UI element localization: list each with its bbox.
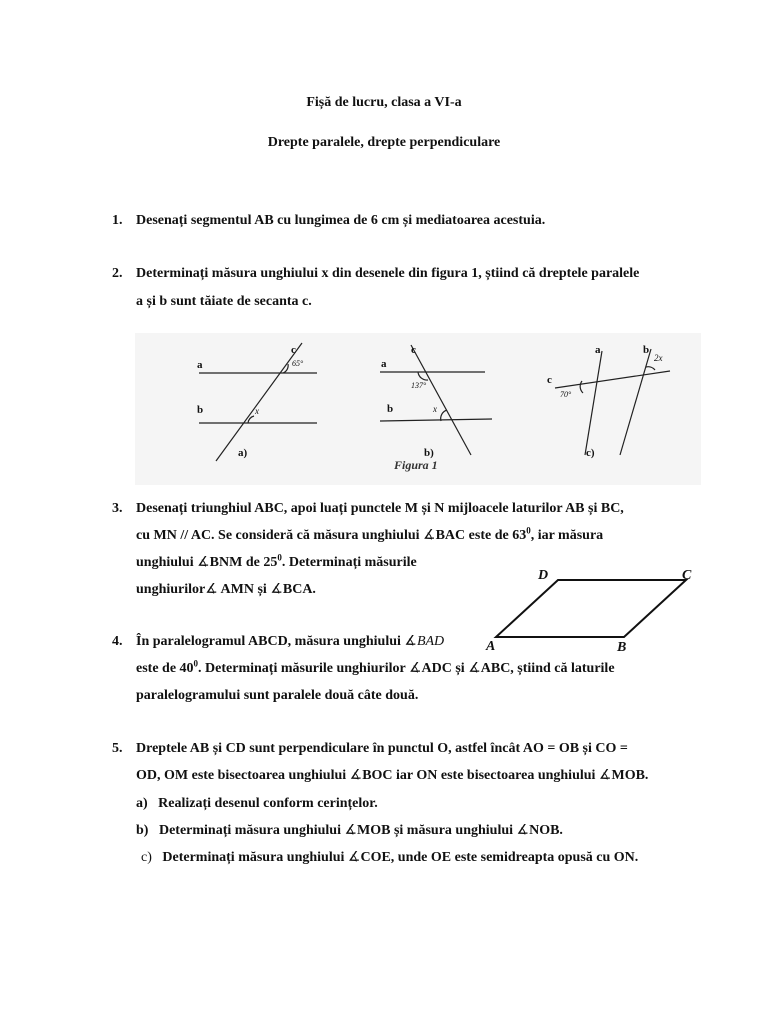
- text-run: BOC iar ON este bisectoarea unghiului: [362, 768, 599, 783]
- degree-sup: 0: [277, 552, 282, 563]
- question-number: 2.: [112, 266, 123, 281]
- label-c-fig-a: c: [291, 344, 296, 356]
- question-text-line-1: [136, 633, 444, 651]
- text-run: . Determinați măsurile: [281, 555, 417, 570]
- label-b-fig-c: b: [643, 344, 650, 356]
- text-run: AMN și: [217, 582, 271, 597]
- subquestion-text: Realizați desenul conform cerințelor.: [158, 796, 378, 811]
- question-text-line-1: Determinați măsura unghiului x din desenele din figura 1, știind că dreptele paralele: [136, 266, 640, 281]
- angle-symbol: ∡: [408, 661, 422, 676]
- question-text: Desenați segmentul AB cu lungimea de 6 cm și mediatoarea acestuia.: [136, 213, 546, 228]
- sublabel-fig-a: a): [238, 447, 248, 459]
- text-run: cu MN // AC. Se consideră că măsura unghiului: [136, 528, 424, 543]
- subquestion-b: [136, 822, 563, 840]
- text-run: Determinați măsura unghiului: [158, 823, 345, 838]
- page-subtitle: Drepte paralele, drepte perpendiculare: [267, 135, 501, 150]
- subquestion-a: [136, 795, 378, 813]
- vertex-label-a: A: [486, 639, 496, 654]
- figure-1: [135, 333, 701, 485]
- text-run: , iar măsura: [530, 528, 604, 543]
- parallelogram-figure: [484, 562, 704, 654]
- text-run: COE, unde OE este semidreapta opusă cu ON.: [360, 850, 639, 865]
- text-run: ABC, știind că laturile: [480, 661, 615, 676]
- page-title: Fișă de lucru, clasa a VI-a: [306, 95, 462, 110]
- vertex-label-c: C: [682, 568, 692, 583]
- label-c-fig-b: c: [411, 344, 416, 356]
- angle-arc-2x-fig-c: [646, 367, 655, 370]
- angle-symbol: ∡: [404, 634, 417, 649]
- label-a-fig-a: a: [197, 359, 203, 371]
- question-text-line-2: a și b sunt tăiate de secanta c.: [136, 294, 312, 309]
- question-number: 3.: [112, 501, 123, 516]
- question-text-line-3: paralelogramului sunt paralele două câte două.: [136, 688, 419, 703]
- sublabel-fig-c: c): [586, 447, 595, 459]
- text-run: BNM de 25: [209, 555, 278, 570]
- angle-symbol: ∡: [270, 582, 283, 597]
- line-b-fig-b: [380, 419, 492, 421]
- angle-symbol: ∡: [344, 823, 358, 838]
- unknown-x-fig-a: x: [255, 406, 259, 416]
- question-text-line-2: [136, 527, 603, 545]
- question-text-line-1: Desenați triunghiul ABC, apoi luați punctele M și N mijloacele laturilor AB și BC,: [136, 501, 624, 516]
- text-run: NOB.: [529, 823, 563, 838]
- figure-caption: Figura 1: [394, 458, 438, 472]
- vertex-label-d: D: [538, 568, 549, 583]
- angle-symbol: ∡: [423, 528, 436, 543]
- angle-symbol: ∡: [197, 555, 210, 570]
- angle-symbol: ∡: [516, 823, 530, 838]
- subquestion-label: b): [136, 823, 149, 838]
- angle-value-fig-b: 137°: [411, 381, 427, 390]
- degree-sup: 0: [193, 658, 199, 669]
- angle-value-fig-c: 70°: [560, 390, 572, 399]
- label-b-fig-b: b: [387, 403, 394, 415]
- subquestion-c: [141, 849, 638, 867]
- label-a-fig-c: a: [595, 344, 601, 356]
- line-c-fig-c: [555, 371, 670, 388]
- line-b-fig-c: [620, 349, 651, 455]
- question-number: 4.: [112, 634, 123, 649]
- text-run: MOB.: [611, 768, 649, 783]
- vertex-label-b: B: [617, 640, 627, 654]
- subquestion-label: a): [136, 796, 148, 811]
- angle-symbol: ∡: [205, 582, 218, 597]
- text-run: . Determinați măsurile unghiurilor: [198, 661, 409, 676]
- text-run: unghiurilor: [136, 582, 206, 597]
- line-c-fig-b: [411, 345, 471, 455]
- angle-symbol: ∡: [347, 850, 361, 865]
- angle-symbol: ∡: [468, 661, 481, 676]
- label-a-fig-b: a: [381, 358, 387, 370]
- question-text-line-4: [136, 581, 316, 599]
- text-run: unghiului: [136, 555, 198, 570]
- line-c-fig-a: [216, 343, 302, 461]
- text-run: ADC și: [421, 661, 469, 676]
- text-run: În paralelogramul ABCD, măsura unghiului: [136, 634, 405, 649]
- question-text-line-1: Dreptele AB și CD sunt perpendiculare în punctul O, astfel încât AO = OB și CO =: [136, 741, 628, 756]
- sublabel-fig-b: b): [424, 447, 434, 459]
- text-run: Determinați măsura unghiului: [162, 850, 348, 865]
- label-b-fig-a: b: [197, 404, 204, 416]
- text-run: BAD: [416, 634, 445, 649]
- line-a-fig-c: [585, 351, 602, 455]
- text-run: OD, OM este bisectoarea unghiului: [136, 768, 350, 783]
- angle-value-fig-a: 65°: [292, 359, 304, 368]
- degree-sup: 0: [526, 525, 531, 536]
- angle-symbol: ∡: [349, 768, 363, 783]
- text-run: BAC este de 63: [435, 528, 527, 543]
- label-c-fig-c: c: [547, 374, 552, 386]
- question-number: 5.: [112, 741, 123, 756]
- figure-1-drawing: [135, 333, 701, 485]
- parallelogram-shape: [496, 580, 686, 637]
- subquestion-label: c): [141, 850, 152, 865]
- question-number: 1.: [112, 213, 123, 228]
- text-run: MOB și măsura unghiului: [357, 823, 517, 838]
- angle-symbol: ∡: [598, 768, 612, 783]
- question-text-line-3: [136, 554, 417, 572]
- unknown-x-fig-b: x: [433, 404, 437, 414]
- angle-arc-x-fig-a: [248, 416, 254, 423]
- text-run: BCA.: [282, 582, 316, 597]
- question-text-line-2: [136, 767, 648, 785]
- unknown-2x-fig-c: 2x: [654, 353, 663, 363]
- question-text-line-2: [136, 660, 615, 678]
- angle-arc-70-fig-c: [580, 381, 583, 393]
- text-run: este de 40: [136, 661, 194, 676]
